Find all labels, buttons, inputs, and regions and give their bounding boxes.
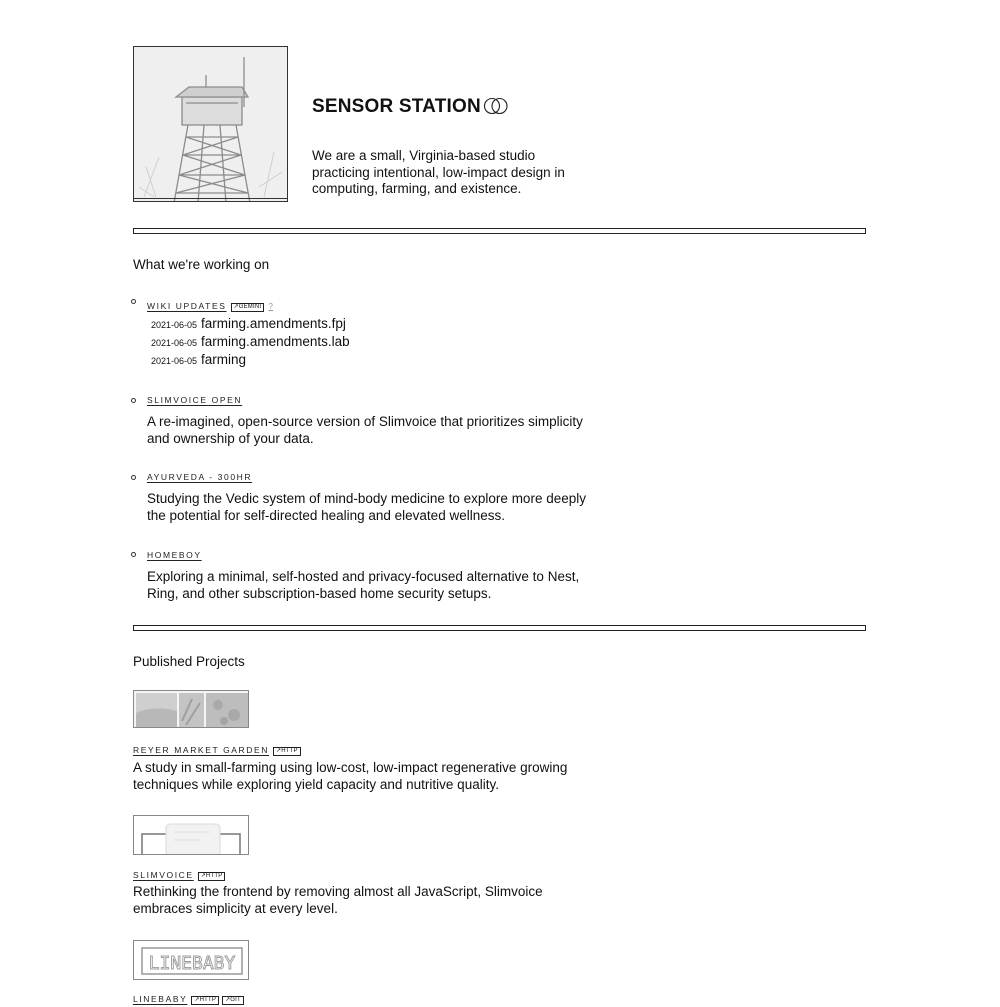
slimvoice-row [133,865,225,883]
linebaby-thumbnail-text: LINEBABY [148,953,236,974]
reyer-market-garden-row [133,740,301,758]
site-title: SENSOR STATION [312,96,481,117]
slimvoice-open-desc: A re-imagined, open-source version of Slimvoice that prioritizes simplicity and ownership of your data. [147,414,583,446]
wiki-entry[interactable]: 2021-06-05 farming.amendments.fpj [151,316,346,331]
http-tag-link[interactable]: ↗HTTP [191,996,219,1005]
http-tag-link[interactable]: ↗HTTP [198,872,226,881]
list-bullet [131,475,136,480]
list-bullet [131,299,136,304]
wiki-updates-link[interactable]: WIKI UPDATES [147,301,227,311]
git-tag-link[interactable]: ↗GIT [222,996,244,1005]
slimvoice-desc: Rethinking the frontend by removing almost all JavaScript, Slimvoice embraces simplicity at every level. [133,884,543,916]
homeboy-link[interactable]: HOMEBOY [147,550,202,560]
wiki-entry[interactable]: 2021-06-05 farming [151,352,247,367]
wiki-entry[interactable]: 2021-06-05 farming.amendments.lab [151,334,350,349]
slimvoice-open-link[interactable]: SLIMVOICE OPEN [147,395,243,405]
slimvoice-thumbnail[interactable] [133,815,249,855]
reyer-market-garden-link[interactable]: REYER MARKET GARDEN [133,745,270,755]
reyer-market-garden-thumbnail[interactable] [133,690,249,728]
section-divider [133,625,866,631]
list-bullet [131,398,136,403]
wiki-updates-row [147,296,273,314]
reyer-market-garden-desc: A study in small-farming using low-cost, low-impact regenerative growing techniques while exploring yield capacity and nutritive quality. [133,760,568,792]
working-heading: What we're working on [133,257,270,272]
rings-logo-icon [483,97,509,120]
ayurveda-link[interactable]: AYURVEDA - 300HR [147,472,253,482]
http-tag-link[interactable]: ↗HTTP [273,747,301,756]
slimvoice-link[interactable]: SLIMVOICE [133,870,194,880]
hero-image-lookout-tower [133,46,288,202]
section-divider [133,228,866,234]
published-heading: Published Projects [133,654,245,669]
linebaby-row [133,989,244,1007]
intro-text: We are a small, Virginia-based studio practicing intentional, low-impact design in computing, farming, and existence. [312,148,565,196]
linebaby-link[interactable]: LINEBABY [133,994,188,1004]
homeboy-desc: Exploring a minimal, self-hosted and privacy-focused alternative to Nest, Ring, and other subscription-based home security setups. [147,569,580,601]
help-link[interactable]: ? [268,301,273,311]
linebaby-thumbnail[interactable] [133,940,249,980]
gemini-tag-link[interactable]: ↗GEMINI [231,303,265,312]
list-bullet [131,552,136,557]
ayurveda-desc: Studying the Vedic system of mind-body medicine to explore more deeply the potential for self-directed healing and elevated wellness. [147,491,586,523]
